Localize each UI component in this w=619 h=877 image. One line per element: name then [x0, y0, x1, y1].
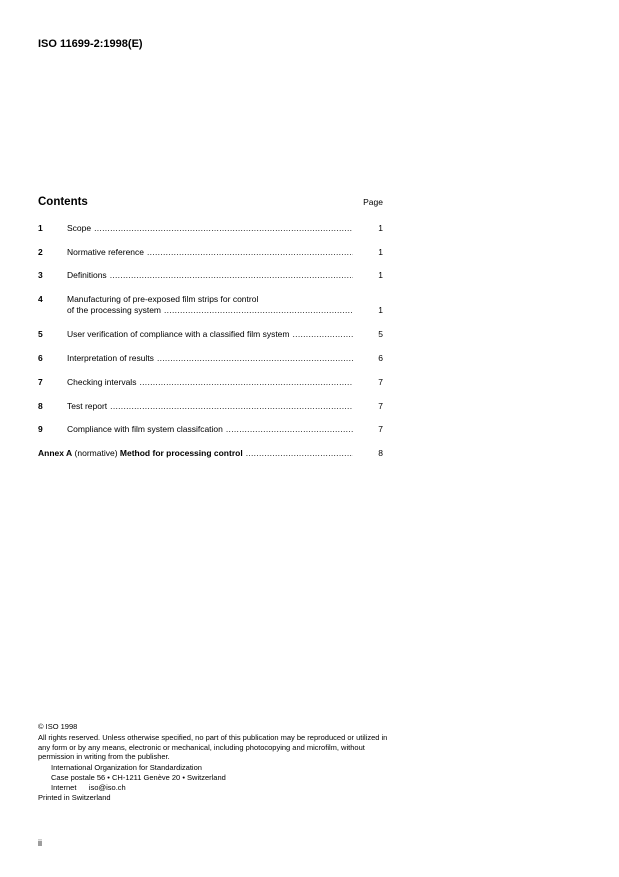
toc-entry-number: 4: [38, 294, 43, 304]
toc-entry-text: of the processing system: [67, 305, 162, 315]
copyright-line: © ISO 1998: [38, 722, 78, 731]
toc-entry-number: 8: [38, 401, 43, 411]
toc-entry-number: 1: [38, 223, 43, 233]
toc-entry-text: Normative reference: [67, 247, 145, 257]
toc-leader-dots: [110, 401, 353, 412]
internet-contact: Internet iso@iso.ch: [51, 782, 126, 792]
toc-entry-number: 9: [38, 424, 43, 434]
document-id: ISO 11699-2:1998(E): [38, 38, 143, 50]
toc-leader-dots: [246, 448, 353, 459]
toc-entry-number: 6: [38, 353, 43, 363]
toc-entry-number: 3: [38, 270, 43, 280]
toc-page-label: Page: [363, 197, 383, 207]
copyright-block: [38, 722, 388, 802]
toc-entry-page: 1: [378, 305, 383, 315]
toc-leader-dots: [110, 270, 353, 281]
toc-entry-page: 6: [378, 353, 383, 363]
toc-header: [38, 196, 383, 210]
toc-entry-text: Interpretation of results: [67, 353, 154, 363]
toc-entry-page: 1: [378, 270, 383, 280]
toc-entry-page: 8: [378, 448, 383, 458]
toc-entry-text: Scope: [67, 223, 92, 233]
toc-entry-text-line1: Manufacturing of pre-exposed film strips for control: [67, 294, 259, 304]
toc-entry-page: 7: [378, 401, 383, 411]
toc-entry-text: Checking intervals: [67, 377, 137, 387]
printed-in: Printed in Switzerland: [38, 792, 111, 802]
toc-leader-dots: [147, 247, 353, 258]
toc-entry-text: User verification of compliance with a classified film system: [67, 329, 290, 339]
toc-leader-dots: [94, 223, 353, 234]
toc-entry-text: Compliance with film system classifcation: [67, 424, 223, 434]
toc-title: Contents: [38, 196, 88, 208]
toc-entry-page: 1: [378, 247, 383, 257]
annex-title: Method for processing control: [119, 448, 243, 458]
toc-leader-dots: [139, 377, 353, 388]
rights-notice: All rights reserved. Unless otherwise specified, no part of this publication may be reproduced or utilized in any form or by any means, electronic or mechanical, including photocopying and microfilm, without permission in writing from the publisher.: [38, 732, 388, 762]
postal-address: Case postale 56 • CH-1211 Genève 20 • Switzerland: [51, 772, 226, 782]
toc-entry-page: 7: [378, 424, 383, 434]
toc-entry-page: 5: [378, 329, 383, 339]
toc-entry-page: 7: [378, 377, 383, 387]
toc-entry-number: 7: [38, 377, 43, 387]
toc-leader-dots: [293, 329, 354, 340]
toc-entry-text: Test report: [67, 401, 108, 411]
toc-entry-page: 1: [378, 223, 383, 233]
annex-qualifier: (normative): [74, 448, 118, 458]
toc-leader-dots: [226, 424, 353, 435]
annex-label: Annex A: [38, 448, 73, 458]
toc-leader-dots: [157, 353, 353, 364]
organization-name: International Organization for Standardization: [51, 763, 202, 773]
toc-entry-text: Definitions: [67, 270, 107, 280]
page-number: ii: [38, 838, 42, 848]
toc-entry-number: 2: [38, 247, 43, 257]
toc-leader-dots: [164, 305, 353, 316]
toc-entry-number: 5: [38, 329, 43, 339]
